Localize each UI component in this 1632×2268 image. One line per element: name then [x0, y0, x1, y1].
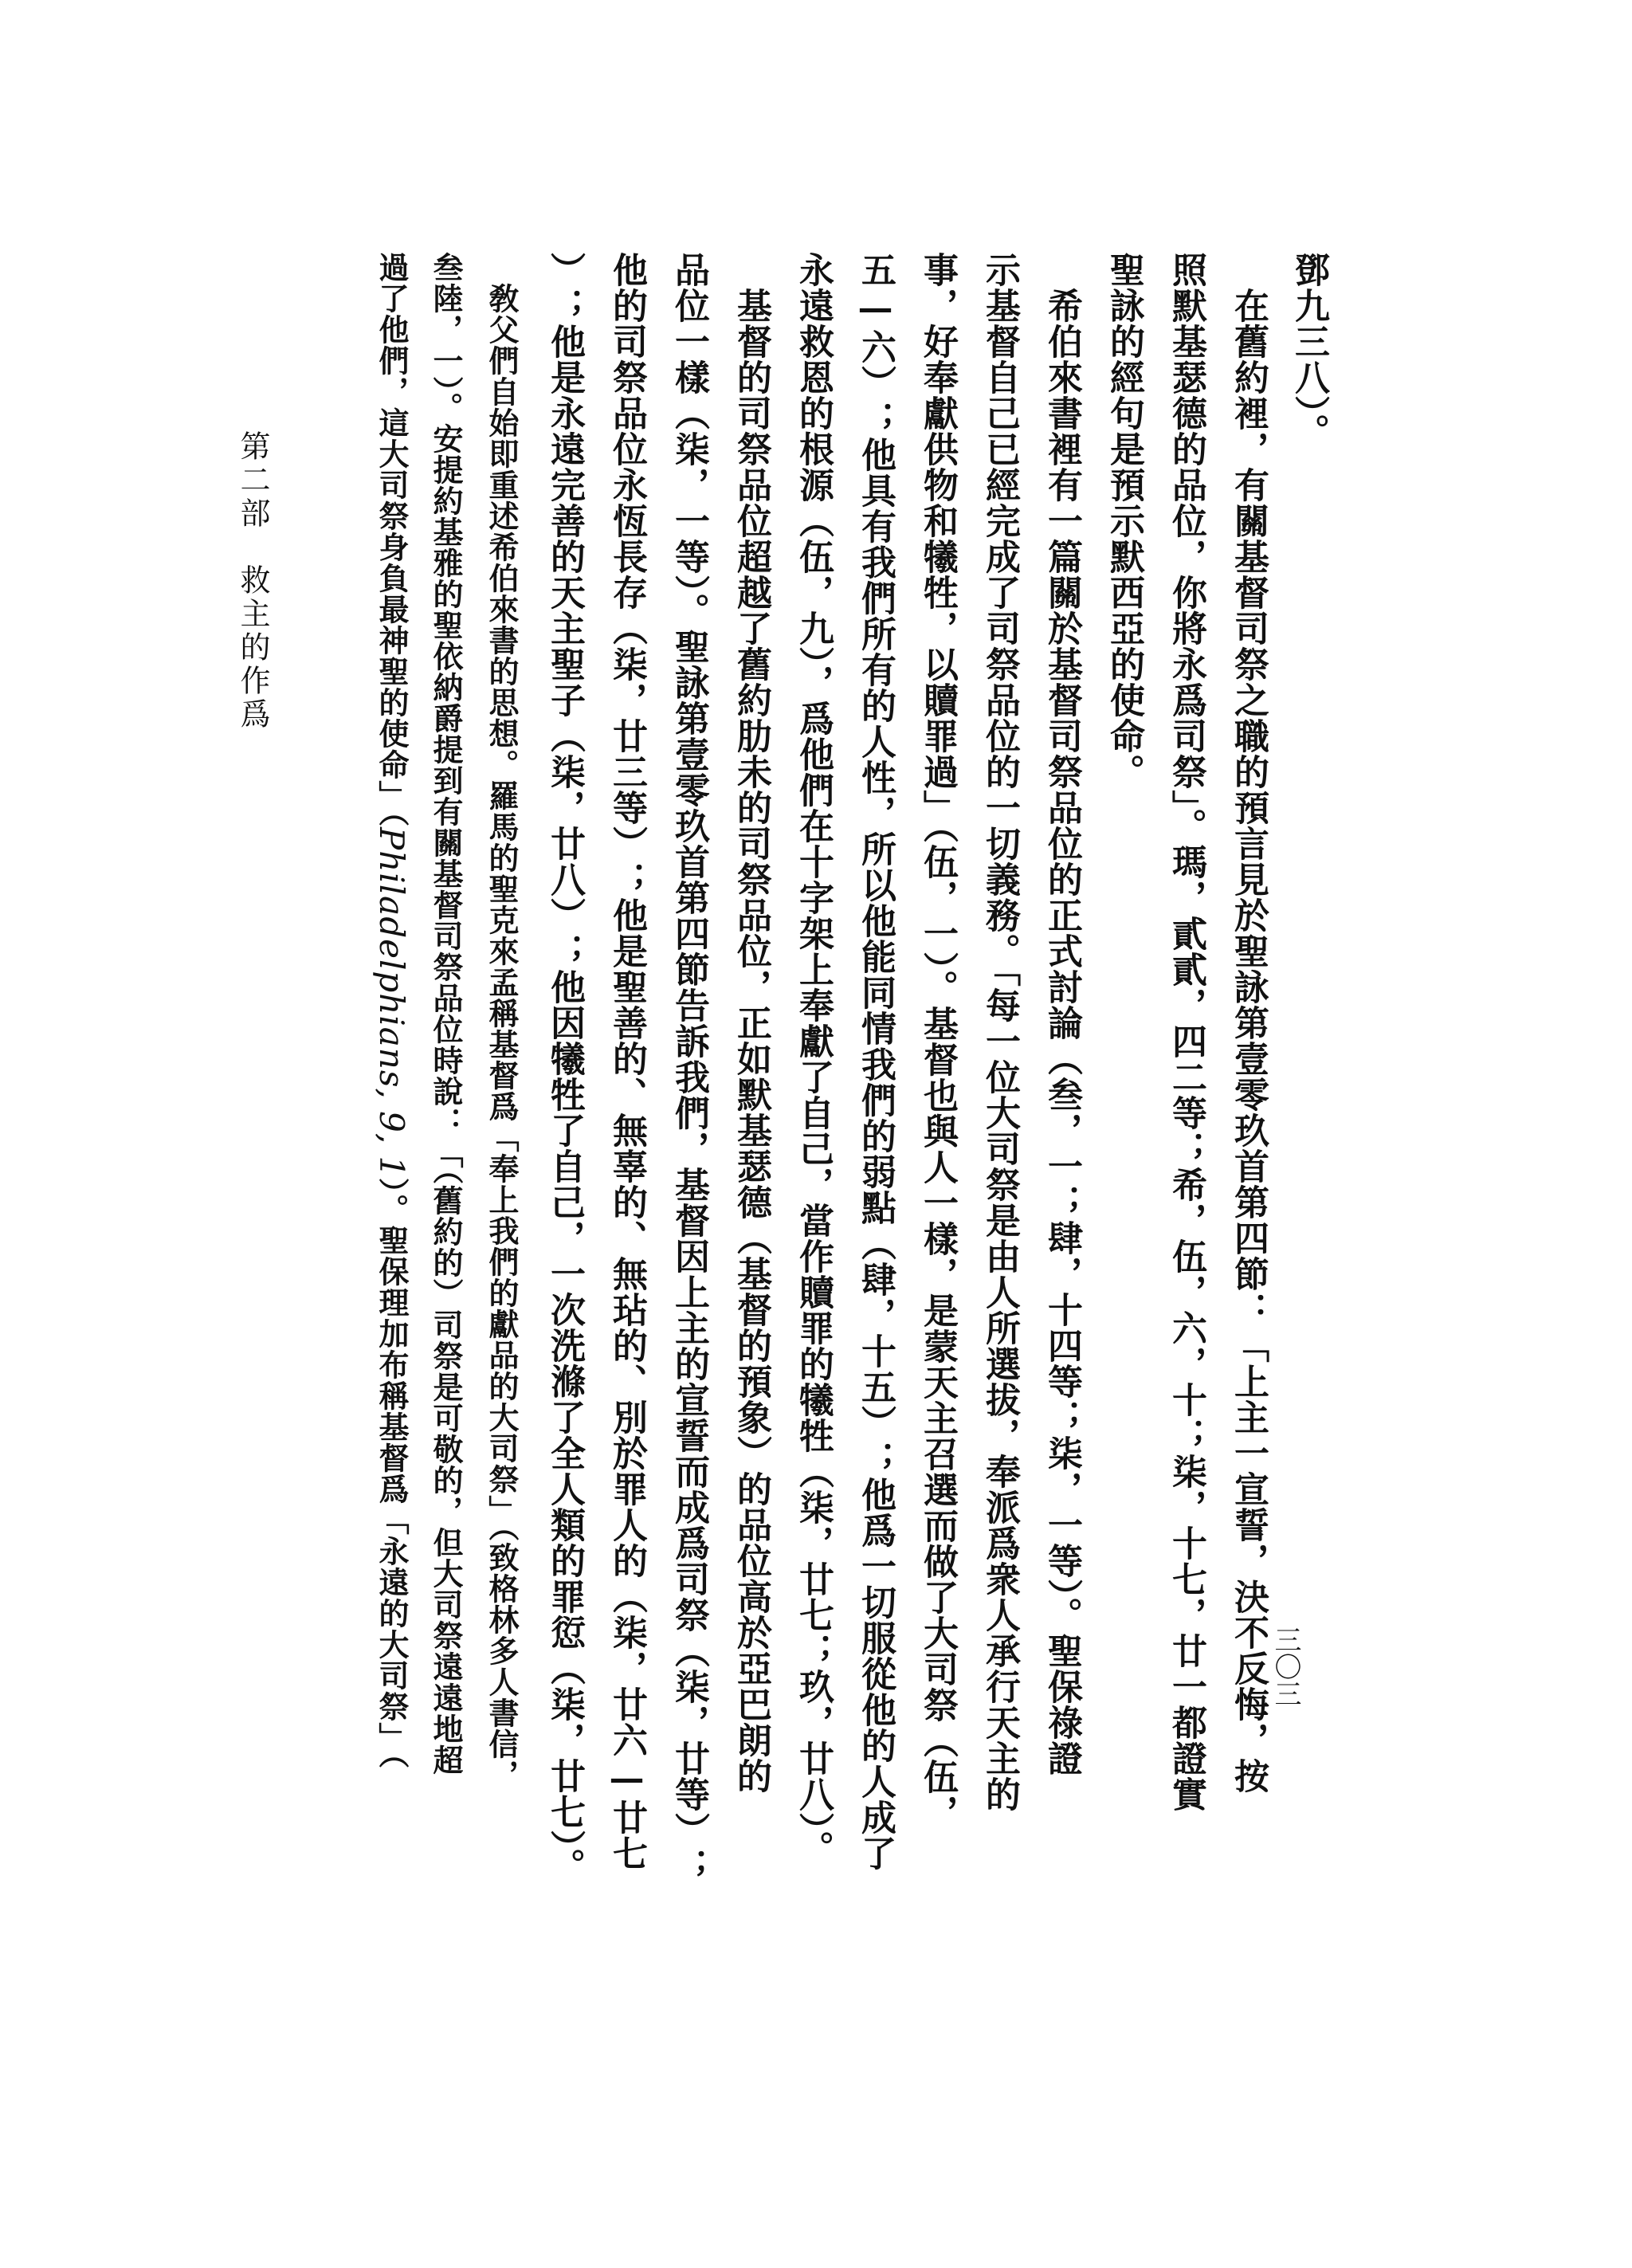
text-column-3: 照默基瑟德的品位，你將永爲司祭」。瑪，貳貳，四二等；希，伍，六，十；柒，十七，廿一都證實 — [1166, 252, 1206, 1812]
text-column-1: 鄧九三八）。 — [1289, 252, 1329, 449]
text-column-8: 五—六）；他具有我們所有的人性，所以他能同情我們的弱點（肆，十五）；他爲一切服從他的人成了 — [855, 252, 896, 1871]
note-column-3 — [372, 252, 411, 1770]
text-column-6: 示基督自己已經完成了司祭品位的一切義務。「每一位大司祭是由人所選拔，奉派爲衆人承行天主的 — [979, 252, 1020, 1812]
note-column-2: 叁陸，一）。安提約基雅的聖依納爵提到有關基督司祭品位時說：「（舊約的）司祭是可敬的，但大司祭遠遠地超 — [428, 252, 464, 1776]
note-column-1: 敎父們自始即重述希伯來書的思想。羅馬的聖克來孟稱基督爲「奉上我們的獻品的大司祭」（致格林多人書信， — [484, 252, 520, 1791]
latin-citation: Philadelphians, 9, 1 — [372, 827, 411, 1179]
text-column-11: 品位一樣（柒，一等）。聖詠第壹零玖首第四節告訴我們，基督因上主的宣誓而成爲司祭（柒，廿等）； — [669, 252, 709, 1884]
text-column-2: 在舊約裡，有關基督司祭之職的預言見於聖詠第壹零玖首第四節：「上主一宣誓，決不反悔，按 — [1228, 252, 1269, 1794]
text-column-10: 基督的司祭品位超越了舊約肋未的司祭品位，正如默基瑟德（基督的預象）的品位高於亞巴朗的 — [731, 252, 771, 1794]
running-footer: 第二部 救主的作爲 — [235, 430, 270, 732]
text-column-9: 永遠救恩的根源（伍，九），爲他們在十字架上奉獻了自己，當作贖罪的犧牲（柒，廿七；玖，廿八）。 — [793, 252, 834, 1866]
note-column-3-text: 過了他們，這大司祭身負最神聖的使命」（ — [374, 252, 410, 827]
text-column-7: 事，好奉獻供物和犧牲，以贖罪過」（伍，一）。基督也與人一樣，是蒙天主召選而做了大司祭（伍， — [917, 252, 958, 1830]
text-column-12: 他的司祭品位永恆長存（柒，廿三等）；他是聖善的、無辜的、無玷的、別於罪人的（柒，廿六—廿七 — [606, 252, 647, 1871]
page-number: 三〇三 — [1269, 1626, 1301, 1707]
text-column-4: 聖詠的經句是預示默西亞的使命。 — [1104, 252, 1144, 790]
text-column-13: ）；他是永遠完善的天主聖子（柒，廿八）；他因犧牲了自己，一次洗滌了全人類的罪愆（柒，廿七）。 — [544, 252, 585, 1884]
text-column-5: 希伯來書裡有一篇關於基督司祭品位的正式討論（叁，一；肆，十四等；柒，一等）。聖保祿證 — [1042, 252, 1082, 1776]
note-column-3-tail: ）。聖保理加布稱基督爲「永遠的大司祭」（ — [374, 1178, 410, 1770]
